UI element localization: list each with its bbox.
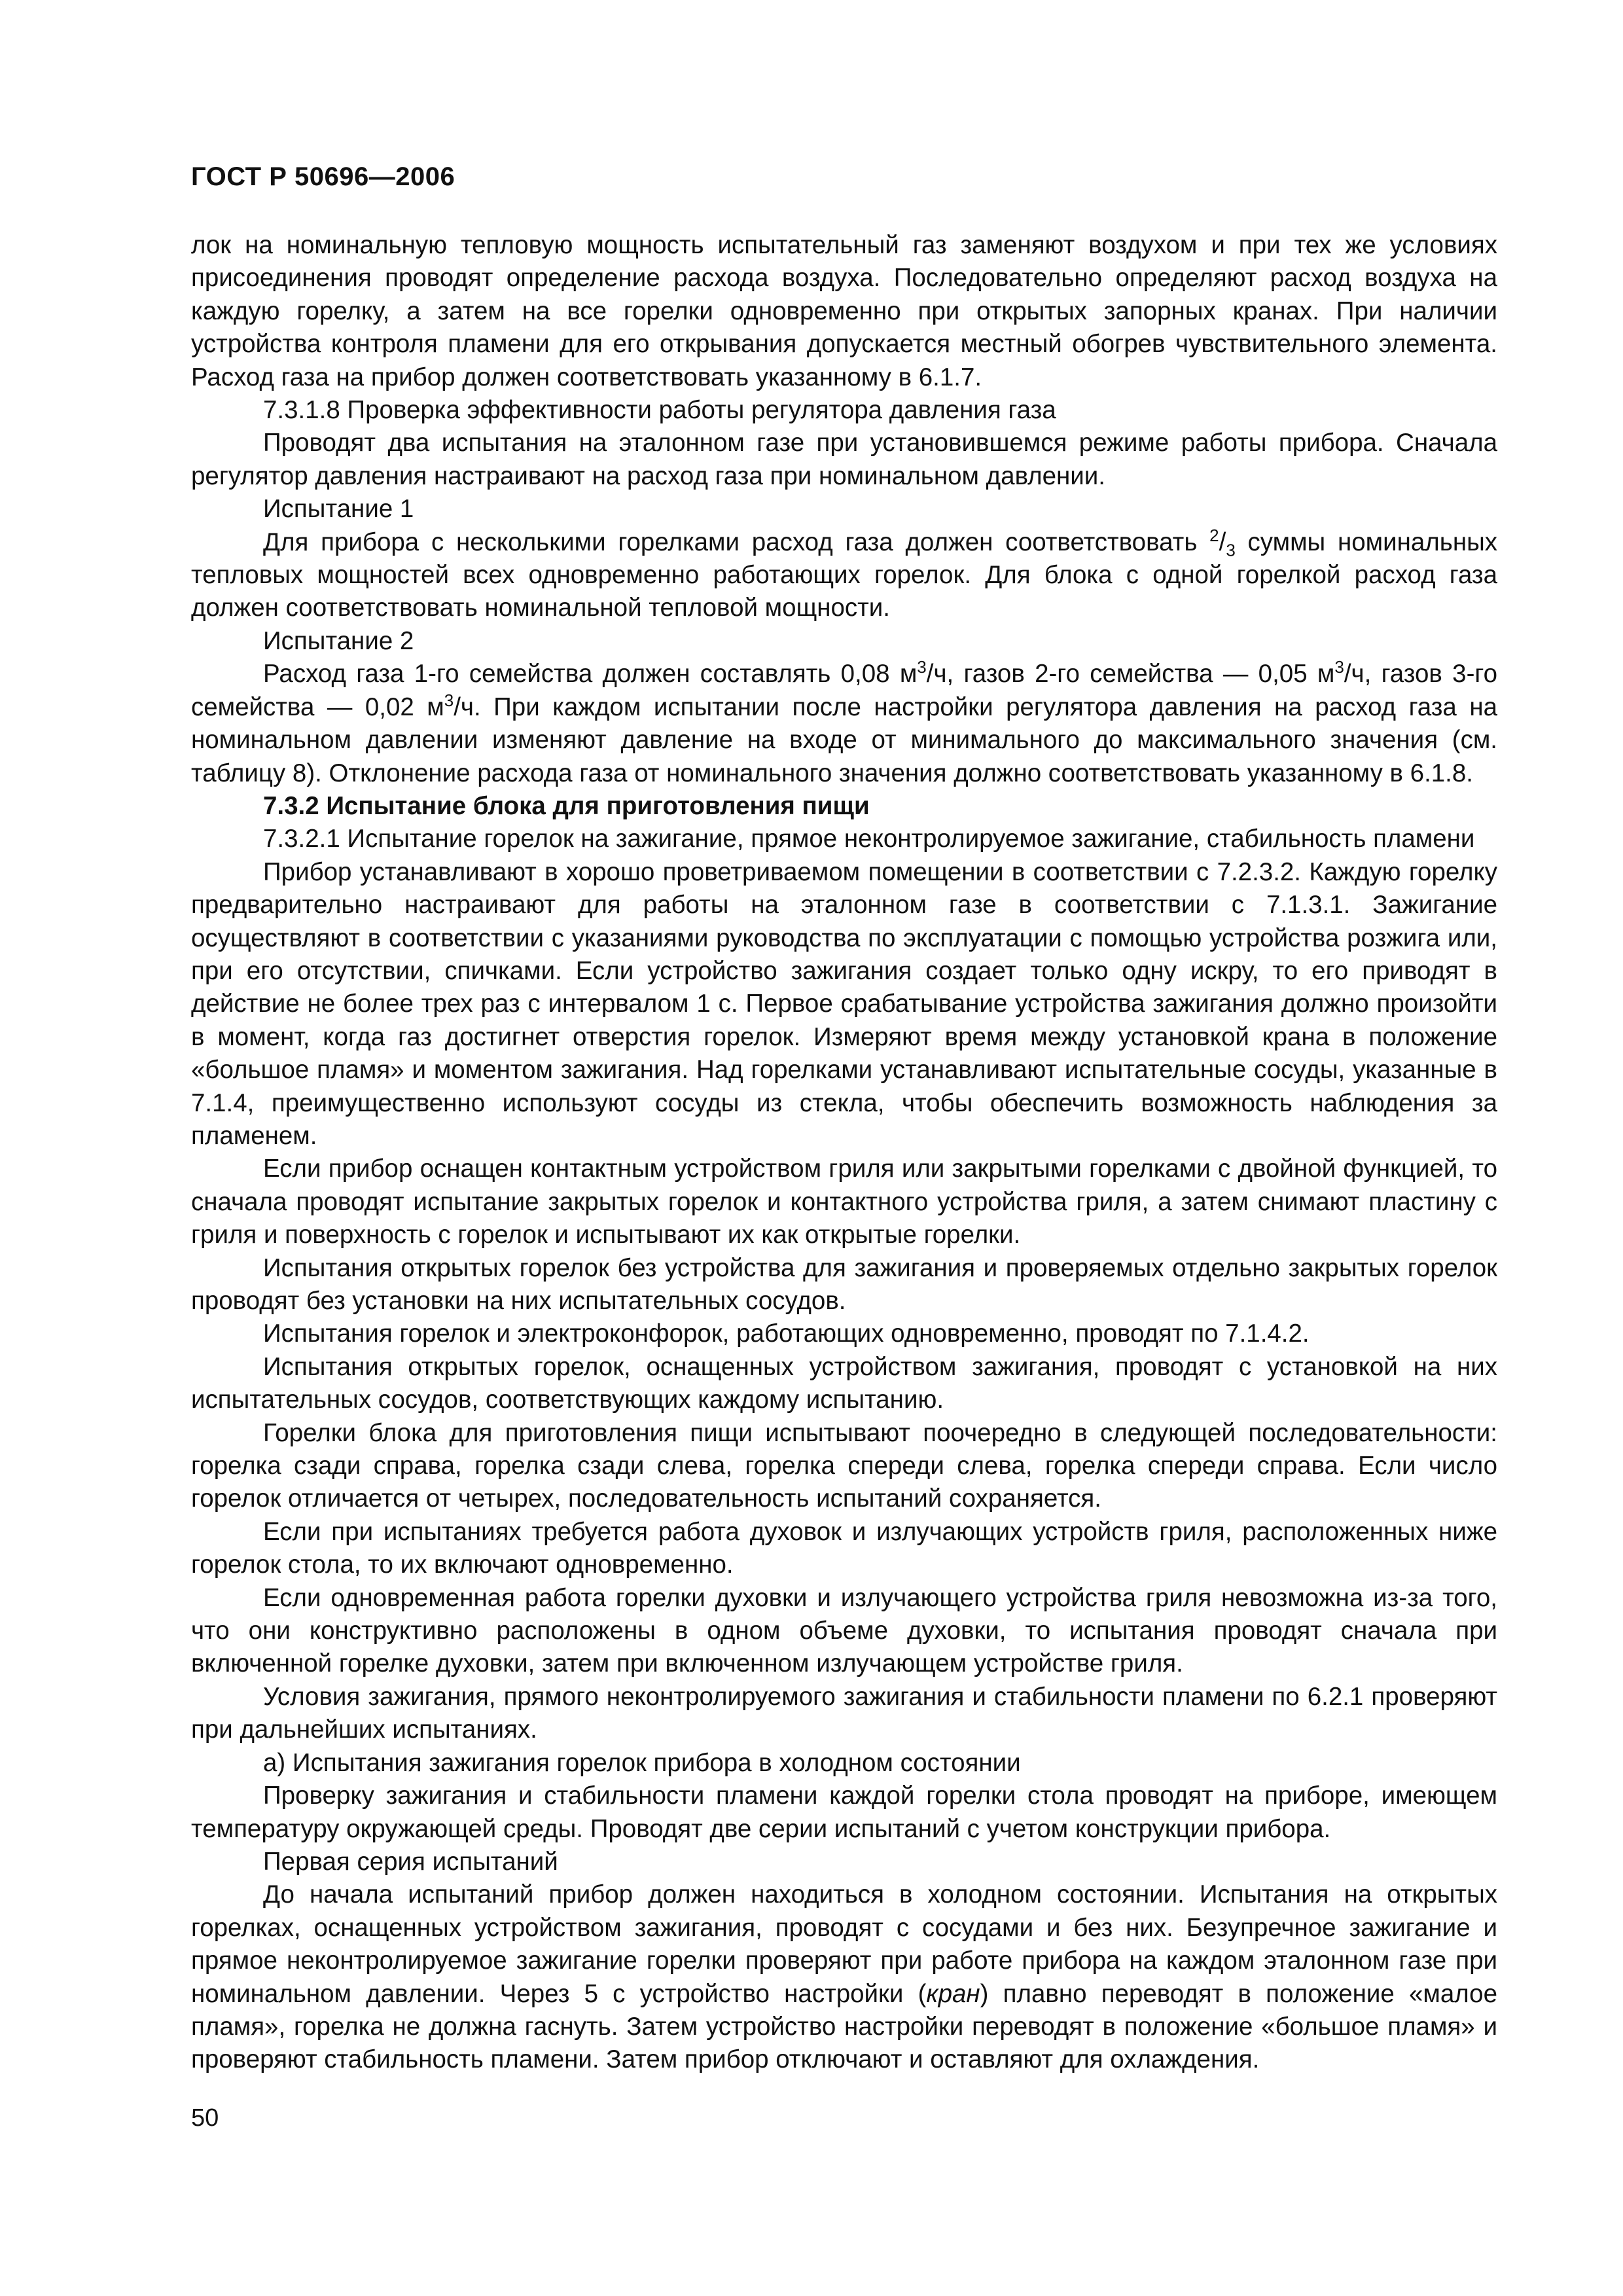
paragraph: Испытания горелок и электроконфорок, работающих одновременно, проводят по 7.1.4.2. — [263, 1319, 1310, 1348]
clause-7-3-2-1-heading: 7.3.2.1 Испытание горелок на зажигание, прямое неконтролируемое зажигание, стабильность пламени — [263, 825, 1475, 853]
paragraph: Испытания открытых горелок без устройства для зажигания и проверяемых отдельно закрытых горелок проводят без установки на них испытательных сосудов. — [191, 1253, 1497, 1315]
paragraph: Испытания открытых горелок, оснащенных устройством зажигания, проводят с установкой на них испытательных сосудов, соответствующих каждому испытанию. — [191, 1352, 1497, 1414]
document-header: ГОСТ Р 50696—2006 — [191, 162, 455, 191]
paragraph: Прибор устанавливают в хорошо проветриваемом помещении в соответствии с 7.2.3.2. Каждую горелку предварительно настраивают для работы на эталонном газе в соответствии с 7.1.3.1. Зажигание осуществляют в соответствии с указаниями руководства по эксплуатации с помощью устройства розжига или, при его отсутствии, спичками. Если устройство зажигания создает только одну искру, то его приводят в действие не более трех раз с интервалом 1 с. Первое срабатывание устройства зажигания должно произойти в момент, когда газ достигнет отверстия горелок. Измеряют время между установкой крана в положение «большое пламя» и моментом зажигания. Над горелками устанавливают испытательные сосуды, указанные в 7.1.4, преимущественно используют сосуды из стекла, чтобы обеспечить возможность наблюдения за пламенем. — [191, 857, 1497, 1150]
paragraph: Если одновременная работа горелки духовки и излучающего устройства гриля невозможна из-за того, что они конструктивно расположены в одном объеме духовки, то испытания проводят сначала при включенной горелке духовки, затем при включенном излучающем устройстве гриля. — [191, 1583, 1497, 1678]
paragraph: Если при испытаниях требуется работа духовок и излучающих устройств гриля, расположенных ниже горелок стола, то их включают одновременно. — [191, 1517, 1497, 1579]
paragraph: Если прибор оснащен контактным устройством гриля или закрытыми горелками с двойной функцией, то сначала проводят испытание закрытых горелок и контактного устройства гриля, а затем снимают пластину с гриля и поверхность с горелок и испытывают их как открытые горелки. — [191, 1155, 1497, 1249]
fraction-slash: / — [1219, 528, 1226, 556]
text-run: /ч, газов 2-го семейства — 0,05 м — [926, 660, 1335, 689]
text-run: До начала испытаний прибор должен находиться в холодном состоянии. Испытания на открытых горелках, оснащенных устройством зажигания, проводят с сосудами и без них. Безупречное зажигание и прямое неконтролируемое зажигание горелки проверяют при работе прибора на каждом эталонном газе при номинальном давлении. Через 5 с устройство настройки ( — [191, 1880, 1497, 2008]
text-run: ) плавно переводят в положение «малое пламя», горелка не должна гаснуть. Затем устройство настройки переводят в положение «большое пламя» и проверяют стабильность пламени. Затем прибор отключают и оставляют для охлаждения. — [191, 1979, 1497, 2074]
first-series-label: Первая серия испытаний — [263, 1847, 558, 1876]
list-item-a: а) Испытания зажигания горелок прибора в холодном состоянии — [263, 1748, 1021, 1777]
text-run: /ч, газов 3-го семейства — 0,02 м — [191, 660, 1497, 721]
italic-term: кран — [926, 1979, 980, 2008]
paragraph: Проводят два испытания на эталонном газе при установившемся режиме работы прибора. Сначала регулятор давления настраивают на расход газа при номинальном давлении. — [191, 429, 1497, 490]
document-body — [191, 229, 1497, 2077]
clause-7-3-1-8-heading: 7.3.1.8 Проверка эффективности работы регулятора давления газа — [263, 396, 1056, 425]
paragraph-continuation: лок на номинальную тепловую мощность испытательный газ заменяют воздухом и при тех же условиях присоединения проводят определение расхода воздуха. Последовательно определяют расход воздуха на каждую горелку, а затем на все горелки одновременно при открытых запорных кранах. При наличии устройства контроля пламени для его открывания допускается местный обогрев чувствительного элемента. Расход газа на прибор должен соответствовать указанному в 6.1.7. — [191, 231, 1497, 391]
paragraph: Проверку зажигания и стабильности пламени каждой горелки стола проводят на приборе, имеющем температуру окружающей среды. Проводят две серии испытаний с учетом конструкции прибора. — [191, 1782, 1497, 1843]
paragraph: Условия зажигания, прямого неконтролируемого зажигания и стабильности пламени по 6.2.1 проверяют при дальнейших испытаниях. — [191, 1682, 1497, 1744]
paragraph-test-2 — [191, 658, 1497, 790]
test-2-label: Испытание 2 — [263, 626, 414, 655]
text-run: суммы номинальных тепловых мощностей всех одновременно работающих горелок. Для блока с одной горелкой расход газа должен соответствовать номинальной тепловой мощности. — [191, 528, 1497, 622]
fraction-numerator: 2 — [1209, 525, 1219, 545]
text-run: /ч. При каждом испытании после настройки регулятора давления на расход газа на номинальном давлении изменяют давление на входе от минимального до максимального значения (см. таблицу 8). Отклонение расхода газа от номинального значения должно соответствовать указанному в 6.1.8. — [191, 692, 1497, 787]
test-1-label: Испытание 1 — [263, 495, 414, 524]
paragraph — [191, 1878, 1497, 2076]
superscript: 3 — [917, 657, 927, 677]
superscript: 3 — [444, 690, 454, 710]
page-number: 50 — [191, 2104, 219, 2132]
paragraph-test-1 — [191, 526, 1497, 625]
text-run: Расход газа 1-го семейства должен составлять 0,08 м — [263, 660, 918, 689]
superscript: 3 — [1334, 657, 1344, 677]
fraction-denominator: 3 — [1226, 540, 1236, 560]
paragraph: Горелки блока для приготовления пищи испытывают поочередно в следующей последовательности: горелка сзади справа, горелка сзади слева, горелка спереди слева, горелка спереди справа. Если число горелок отличается от четырех, последовательность испытаний сохраняется. — [191, 1418, 1497, 1513]
section-7-3-2-heading: 7.3.2 Испытание блока для приготовления пищи — [263, 791, 870, 820]
text-run: Для прибора с несколькими горелками расход газа должен соответствовать — [263, 528, 1210, 556]
